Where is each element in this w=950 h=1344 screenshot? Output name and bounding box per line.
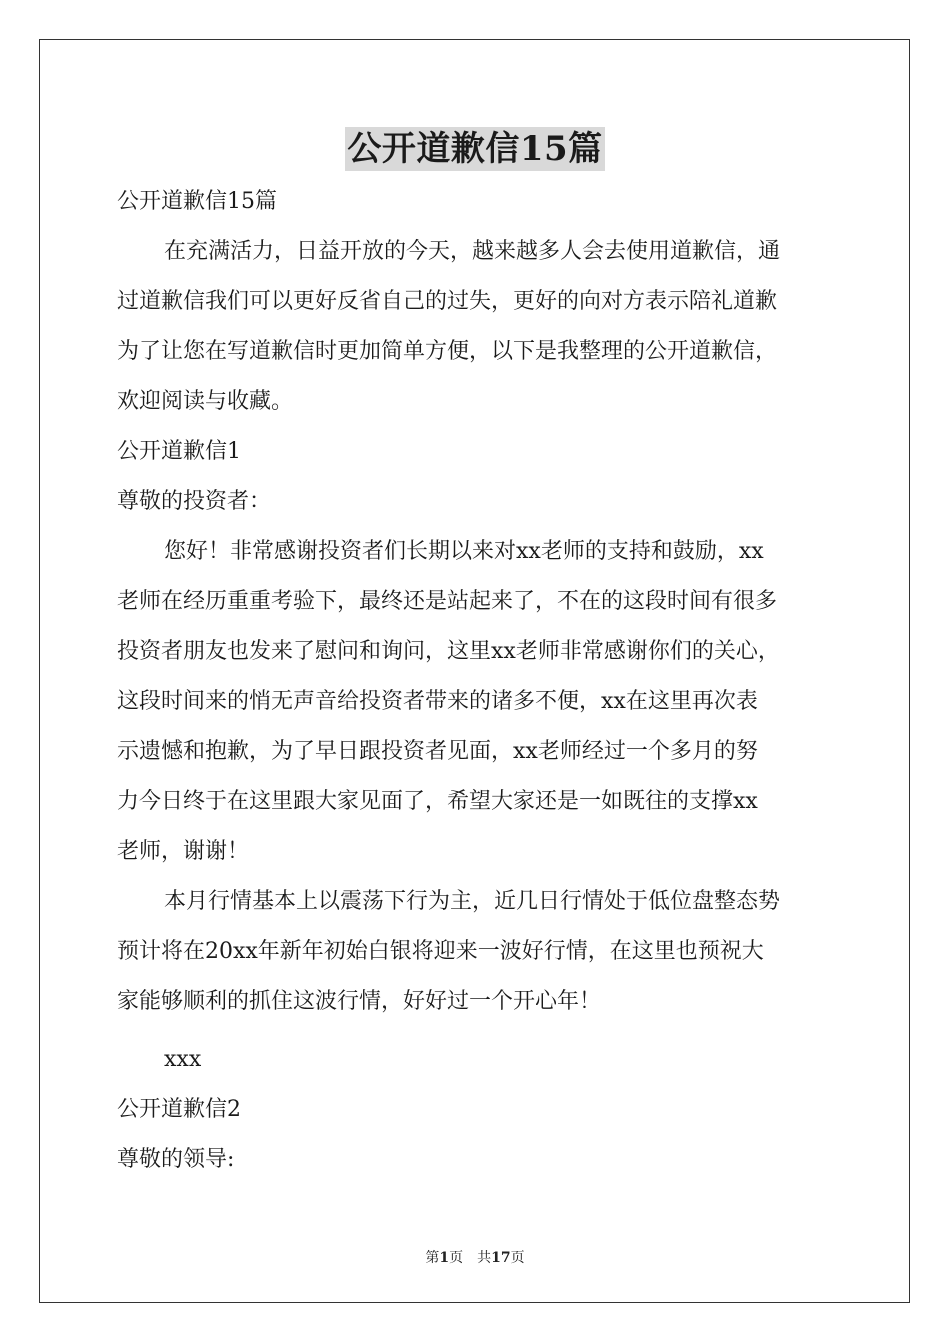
intro-line: 为了让您在写道歉信时更加简单方便，以下是我整理的公开道歉信， bbox=[117, 339, 778, 364]
page-current: 1 bbox=[439, 1250, 450, 1266]
letter1-paragraph1-line: 老师，谢谢！ bbox=[117, 839, 250, 864]
intro-line: 过道歉信我们可以更好反省自己的过失，更好的向对方表示陪礼道歉 bbox=[117, 289, 778, 314]
spacer bbox=[117, 1027, 852, 1035]
letter1-paragraph2-line: 本月行情基本上以震荡下行为主，近几日行情处于低位盘整态势 bbox=[164, 889, 781, 914]
page-mid: 页 共 bbox=[449, 1250, 492, 1266]
letter1-paragraph1-line: 您好！非常感谢投资者们长期以来对xx老师的支持和鼓励，xx bbox=[164, 539, 764, 564]
letter1-signature: xxx bbox=[164, 1047, 202, 1072]
document-body bbox=[117, 177, 852, 1185]
document-subtitle: 公开道歉信15篇 bbox=[117, 189, 277, 214]
page-suffix: 页 bbox=[510, 1250, 525, 1266]
letter1-salutation: 尊敬的投资者： bbox=[117, 489, 272, 514]
page-total: 17 bbox=[491, 1250, 511, 1266]
page-prefix: 第 bbox=[425, 1250, 440, 1266]
letter1-heading: 公开道歉信1 bbox=[117, 439, 241, 464]
intro-line: 在充满活力，日益开放的今天，越来越多人会去使用道歉信，通 bbox=[164, 239, 781, 264]
letter1-paragraph2-line: 家能够顺利的抓住这波行情，好好过一个开心年！ bbox=[117, 989, 602, 1014]
letter1-paragraph2-line: 预计将在20xx年新年初始白银将迎来一波好行情，在这里也预祝大 bbox=[117, 939, 764, 964]
letter2-heading: 公开道歉信2 bbox=[117, 1097, 241, 1122]
page-footer bbox=[0, 1247, 950, 1267]
intro-line: 欢迎阅读与收藏。 bbox=[117, 389, 294, 414]
letter1-paragraph1-line: 投资者朋友也发来了慰问和询问，这里xx老师非常感谢你们的关心， bbox=[117, 639, 780, 664]
letter1-paragraph1-line: 示遗憾和抱歉，为了早日跟投资者见面，xx老师经过一个多月的努 bbox=[117, 739, 758, 764]
document-title: 公开道歉信15篇 bbox=[347, 129, 603, 169]
letter2-salutation: 尊敬的领导: bbox=[117, 1147, 235, 1172]
title-container bbox=[0, 127, 950, 171]
letter1-paragraph1-line: 力今日终于在这里跟大家见面了，希望大家还是一如既往的支撑xx bbox=[117, 789, 758, 814]
letter1-paragraph1-line: 老师在经历重重考验下，最终还是站起来了，不在的这段时间有很多 bbox=[117, 589, 778, 614]
letter1-paragraph1-line: 这段时间来的悄无声音给投资者带来的诸多不便，xx在这里再次表 bbox=[117, 689, 758, 714]
